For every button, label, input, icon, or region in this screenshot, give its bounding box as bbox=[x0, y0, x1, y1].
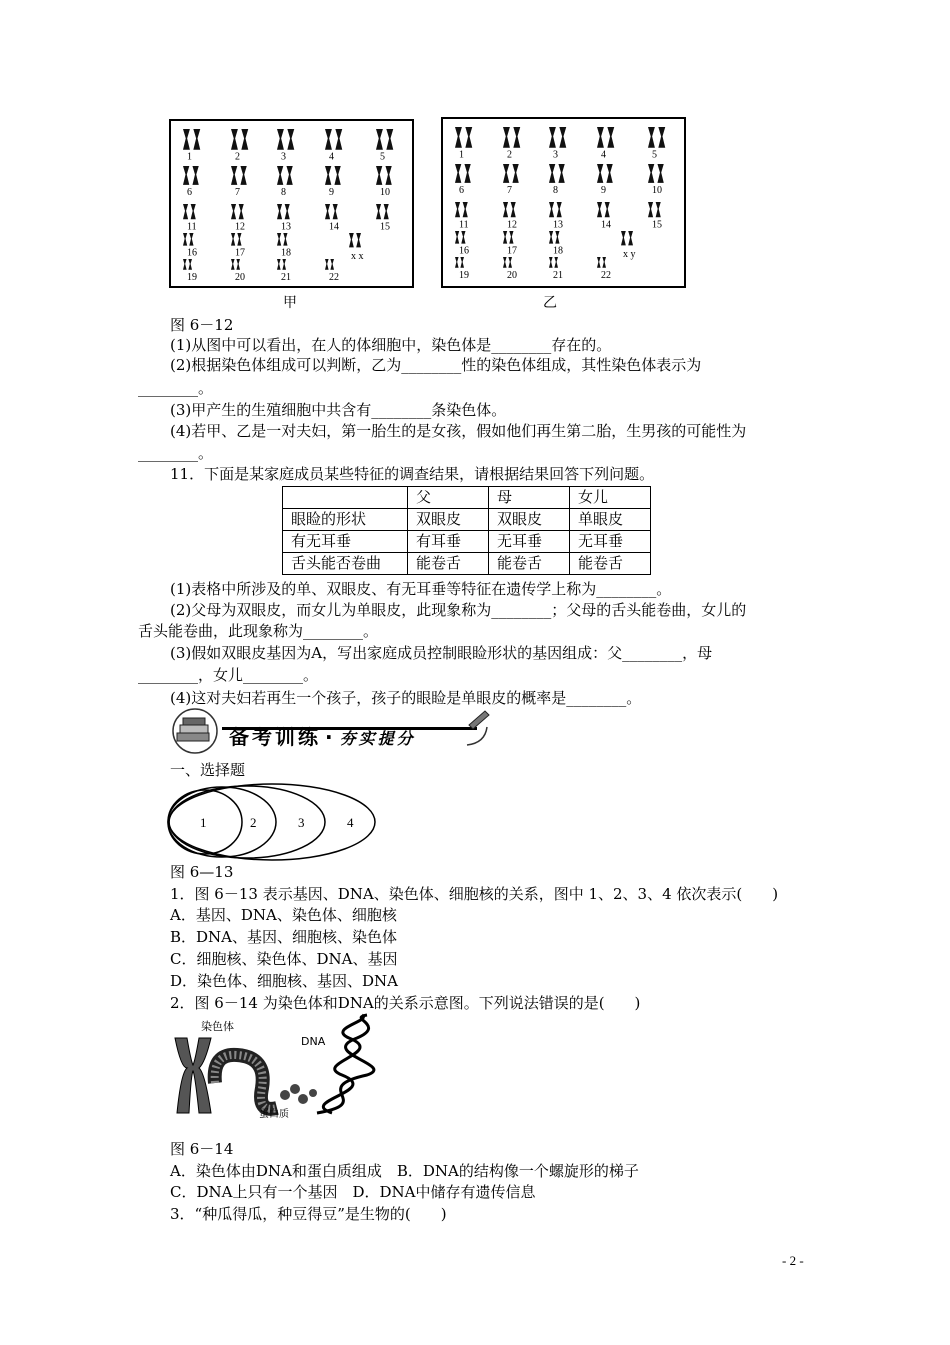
banner-subtitle: 夯实提分 bbox=[339, 729, 416, 748]
chromosome-pair bbox=[597, 257, 606, 268]
panel-b-label: 乙 bbox=[543, 295, 557, 311]
ellipse-2 bbox=[168, 787, 276, 857]
table-cell: 无耳垂 bbox=[489, 531, 570, 553]
chromosome-pair bbox=[503, 127, 520, 148]
mc2-stem: 2．图 6－14 为染色体和DNA的关系示意图。下列说法错误的是( ) bbox=[170, 994, 641, 1012]
q10-line-4: (3)甲产生的生殖细胞中共含有________条染色体。 bbox=[170, 401, 507, 419]
chromosome-pair bbox=[648, 202, 661, 217]
chromosome-number: 15 bbox=[380, 221, 390, 233]
chromosome-number: 14 bbox=[601, 219, 611, 231]
survey-table bbox=[282, 486, 651, 575]
q10-line-1: (1)从图中可以看出，在人的体细胞中，染色体是________存在的。 bbox=[170, 336, 612, 354]
chromosome-number: 22 bbox=[329, 271, 339, 283]
chromosome-pair bbox=[231, 204, 244, 219]
q11-line-5: ________，女儿________。 bbox=[138, 666, 319, 684]
ellipse-label-2: 2 bbox=[250, 815, 257, 830]
chromosome-pair bbox=[183, 233, 194, 246]
chromosome-pair bbox=[183, 129, 200, 150]
q11-line-6: (4)这对夫妇若再生一个孩子，孩子的眼睑是单眼皮的概率是________。 bbox=[170, 689, 642, 707]
q10-line-6: ________。 bbox=[138, 444, 214, 462]
q10-line-3: ________。 bbox=[138, 379, 214, 397]
sex-chromosome-label: x x bbox=[351, 251, 364, 262]
chromosome-pair bbox=[183, 259, 192, 270]
chromosome-pair bbox=[376, 129, 393, 150]
table-cell: 单眼皮 bbox=[570, 509, 651, 531]
chromosome-number: 2 bbox=[235, 151, 240, 163]
chromosome-pair bbox=[325, 129, 342, 150]
panel-a-label: 甲 bbox=[283, 295, 297, 311]
mc1-option-c: C．细胞核、染色体、DNA、基因 bbox=[170, 950, 398, 968]
chromosome-number: 20 bbox=[507, 269, 517, 281]
table-row bbox=[283, 553, 651, 575]
mc3-stem: 3．“种瓜得瓜，种豆得豆”是生物的( ) bbox=[170, 1205, 447, 1223]
chromosome-pair bbox=[325, 166, 341, 185]
chromosome-number: 2 bbox=[507, 149, 512, 161]
section-banner bbox=[167, 705, 497, 757]
figure-6-12-caption: 图 6－12 bbox=[170, 316, 234, 334]
chromosome-shape bbox=[175, 1038, 211, 1113]
mc1-option-a: A．基因、DNA、染色体、细胞核 bbox=[170, 906, 397, 924]
figure-6-13-caption: 图 6—13 bbox=[170, 863, 234, 881]
table-header-cell bbox=[283, 487, 408, 509]
q11-line-4: (3)假如双眼皮基因为A，写出家庭成员控制眼睑形状的基因组成：父________，母 bbox=[170, 644, 713, 662]
chromosome-pair bbox=[277, 233, 288, 246]
chromosome-pair bbox=[597, 127, 614, 148]
table-cell: 有耳垂 bbox=[408, 531, 489, 553]
table-header-row bbox=[283, 487, 651, 509]
chromosome-pair bbox=[549, 202, 562, 217]
chromosome-number: 5 bbox=[652, 149, 657, 161]
ellipse-label-1: 1 bbox=[200, 815, 207, 830]
chromosome-number: 3 bbox=[553, 149, 558, 161]
chromosome-pair bbox=[231, 129, 248, 150]
chromosome-number: 4 bbox=[601, 149, 606, 161]
chromosome-number: 11 bbox=[459, 219, 469, 231]
chromosome-number: 8 bbox=[553, 184, 558, 196]
chromosome-pair bbox=[549, 164, 565, 183]
chromosome-number: 19 bbox=[187, 271, 197, 283]
table-cell: 能卷舌 bbox=[489, 553, 570, 575]
chromosome-pair bbox=[183, 166, 199, 185]
banner-title bbox=[229, 721, 416, 750]
chromosome-number: 22 bbox=[601, 269, 611, 281]
chromosome-pair bbox=[549, 127, 566, 148]
label-dna: DNA bbox=[301, 1035, 326, 1048]
chromosome-pair bbox=[648, 164, 664, 183]
chromosome-number: 17 bbox=[507, 245, 517, 257]
coiled-fiber bbox=[215, 1055, 277, 1109]
chromosome-number: 9 bbox=[601, 184, 606, 196]
chromosome-number: 7 bbox=[507, 184, 512, 196]
chromosome-number: 15 bbox=[652, 219, 662, 231]
table-row bbox=[283, 531, 651, 553]
banner-dot: · bbox=[325, 725, 336, 749]
chromosome-pair bbox=[503, 257, 512, 268]
karyotype-b-chromosomes bbox=[443, 119, 684, 286]
chromosome-number: 18 bbox=[281, 247, 291, 259]
nested-ellipses bbox=[167, 782, 377, 862]
chromosome-number: 10 bbox=[652, 184, 662, 196]
chromosome-number: 5 bbox=[380, 151, 385, 163]
chromosome-number: 21 bbox=[281, 271, 291, 283]
chromosome-number: 8 bbox=[281, 186, 286, 198]
chromosome-pair bbox=[597, 164, 613, 183]
section-title: 一、选择题 bbox=[170, 761, 246, 779]
chromosome-number: 1 bbox=[187, 151, 192, 163]
book-stack-icon bbox=[173, 709, 217, 753]
table-cell: 眼睑的形状 bbox=[283, 509, 408, 531]
chromosome-pair bbox=[277, 259, 286, 270]
chromosome-pair bbox=[277, 129, 294, 150]
chromosome-pair bbox=[455, 202, 468, 217]
mc2-options-line-2: C．DNA上只有一个基因 D．DNA中储存有遗传信息 bbox=[170, 1183, 536, 1201]
chromosome-number: 13 bbox=[281, 221, 291, 233]
chromosome-pair bbox=[376, 166, 392, 185]
chromosome-number: 19 bbox=[459, 269, 469, 281]
chromosome-number: 12 bbox=[235, 221, 245, 233]
chromosome-number: 16 bbox=[459, 245, 469, 257]
mc1-stem: 1．图 6－13 表示基因、DNA、染色体、细胞核的关系，图中 1、2、3、4 依次表示( ) bbox=[170, 885, 779, 903]
table-cell: 能卷舌 bbox=[570, 553, 651, 575]
chromosome-number: 14 bbox=[329, 221, 339, 233]
table-header-cell: 母 bbox=[489, 487, 570, 509]
chromosome-pair bbox=[277, 166, 293, 185]
chromosome-number: 17 bbox=[235, 247, 245, 259]
nucleosome-beads bbox=[280, 1084, 317, 1104]
chromosome-pair bbox=[376, 204, 389, 219]
mc1-option-b: B．DNA、基因、细胞核、染色体 bbox=[170, 928, 398, 946]
table-header-cell: 女儿 bbox=[570, 487, 651, 509]
chromosome-pair bbox=[455, 164, 471, 183]
sex-chromosome-label: x y bbox=[623, 249, 636, 260]
chromosome-number: 3 bbox=[281, 151, 286, 163]
chromosome-pair bbox=[325, 259, 334, 270]
table-header-cell: 父 bbox=[408, 487, 489, 509]
table-cell: 无耳垂 bbox=[570, 531, 651, 553]
chromosome-pair bbox=[231, 166, 247, 185]
chromosome-pair bbox=[231, 259, 240, 270]
q11-stem: 11．下面是某家庭成员某些特征的调查结果，请根据结果回答下列问题。 bbox=[170, 465, 655, 483]
chromosome-pair bbox=[621, 231, 633, 245]
page-number: - 2 - bbox=[782, 1253, 804, 1268]
chromosome-number: 1 bbox=[459, 149, 464, 161]
chromosome-number: 7 bbox=[235, 186, 240, 198]
chromosome-number: 20 bbox=[235, 271, 245, 283]
karyotype-a-chromosomes bbox=[171, 121, 412, 286]
chromosome-pair bbox=[549, 231, 560, 244]
chromosome-number: 13 bbox=[553, 219, 563, 231]
chromosome-pair bbox=[503, 202, 516, 217]
table-row bbox=[283, 509, 651, 531]
chromosome-number: 21 bbox=[553, 269, 563, 281]
ellipse-label-4: 4 bbox=[347, 815, 354, 830]
chromosome-pair bbox=[503, 164, 519, 183]
q11-line-2: (2)父母为双眼皮，而女儿为单眼皮，此现象称为________；父母的舌头能卷曲，女儿的 bbox=[170, 601, 747, 619]
dna-double-helix bbox=[317, 1015, 374, 1113]
label-protein: 蛋白质 bbox=[259, 1109, 289, 1120]
chromosome-pair bbox=[349, 233, 361, 247]
q10-line-2: (2)根据染色体组成可以判断，乙为________性的染色体组成，其性染色体表示为 bbox=[170, 356, 702, 374]
karyotype-panel-b bbox=[441, 117, 686, 288]
table-cell: 有无耳垂 bbox=[283, 531, 408, 553]
table-cell: 双眼皮 bbox=[489, 509, 570, 531]
chromosome-pair bbox=[277, 204, 290, 219]
q11-line-3: 舌头能卷曲，此现象称为________。 bbox=[138, 622, 379, 640]
chromosome-pair bbox=[231, 233, 242, 246]
mc2-options-line-1: A．染色体由DNA和蛋白质组成 B．DNA的结构像一个螺旋形的梯子 bbox=[170, 1162, 639, 1180]
chromosome-pair bbox=[648, 127, 665, 148]
q10-line-5: (4)若甲、乙是一对夫妇，第一胎生的是女孩，假如他们再生第二胎，生男孩的可能性为 bbox=[170, 422, 747, 440]
banner-title-text: 备考训练 bbox=[229, 725, 321, 749]
chromosome-number: 4 bbox=[329, 151, 334, 163]
chromosome-pair bbox=[597, 202, 610, 217]
chromosome-pair bbox=[183, 204, 196, 219]
pencil-icon bbox=[469, 711, 489, 729]
chromosome-pair bbox=[455, 257, 464, 268]
chromosome-pair bbox=[455, 127, 472, 148]
table-cell: 能卷舌 bbox=[408, 553, 489, 575]
table-cell: 双眼皮 bbox=[408, 509, 489, 531]
chromosome-pair bbox=[503, 231, 514, 244]
ellipse-label-3: 3 bbox=[298, 815, 305, 830]
label-chromosome: 染色体 bbox=[201, 1020, 234, 1033]
chromosome-number: 16 bbox=[187, 247, 197, 259]
chromosome-pair bbox=[325, 204, 338, 219]
figure-6-14 bbox=[167, 1013, 382, 1123]
table-cell: 舌头能否卷曲 bbox=[283, 553, 408, 575]
q11-line-1: (1)表格中所涉及的单、双眼皮、有无耳垂等特征在遗传学上称为________。 bbox=[170, 580, 672, 598]
chromosome-number: 9 bbox=[329, 186, 334, 198]
chromosome-number: 18 bbox=[553, 245, 563, 257]
chromosome-number: 12 bbox=[507, 219, 517, 231]
karyotype-panel-a bbox=[169, 119, 414, 288]
chromosome-number: 6 bbox=[459, 184, 464, 196]
chromosome-number: 11 bbox=[187, 221, 197, 233]
chromosome-number: 6 bbox=[187, 186, 192, 198]
chromosome-pair bbox=[549, 257, 558, 268]
chromosome-pair bbox=[455, 231, 466, 244]
chromosome-number: 10 bbox=[380, 186, 390, 198]
figure-6-13 bbox=[167, 782, 377, 862]
figure-6-14-caption: 图 6－14 bbox=[170, 1140, 234, 1158]
mc1-option-d: D．染色体、细胞核、基因、DNA bbox=[170, 972, 399, 990]
